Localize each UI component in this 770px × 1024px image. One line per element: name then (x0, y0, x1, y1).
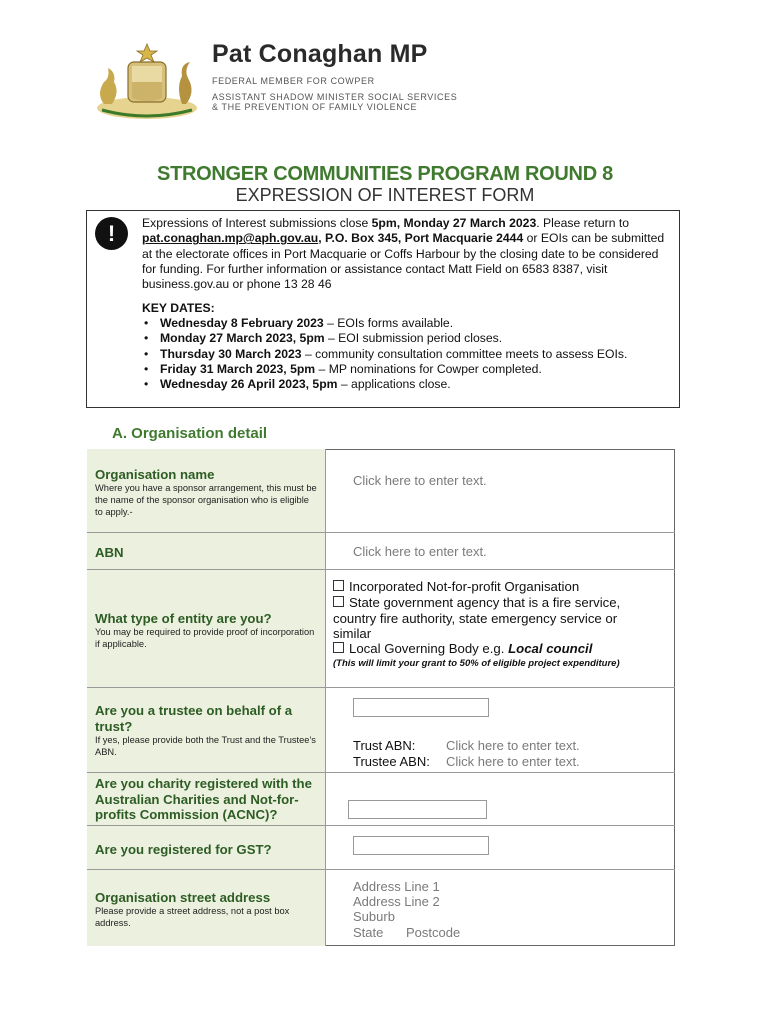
trustee-note: If yes, please provide both the Trust and the Trustee's ABN. (95, 735, 316, 757)
option-label: Local Governing Body e.g. (349, 641, 509, 656)
trustee-yes-no-field[interactable] (353, 698, 489, 717)
charity-field[interactable] (348, 800, 487, 819)
trustee-abn-label: Trustee ABN: (353, 754, 430, 769)
key-date-text: – MP nominations for Cowper completed. (315, 361, 542, 376)
option-local-govt[interactable] (333, 641, 653, 657)
form-subtitle: EXPRESSION OF INTEREST FORM (235, 185, 535, 205)
label-cell (87, 533, 326, 569)
key-dates-heading: KEY DATES: (142, 301, 215, 315)
row-entity-type (87, 570, 675, 688)
key-date-text: – community consultation committee meets to assess EOIs. (301, 346, 628, 361)
section-heading: A. Organisation detail (112, 425, 268, 442)
label-cell (87, 773, 326, 825)
notice-text-1: Expressions of Interest submissions close (142, 216, 372, 230)
label-cell (87, 688, 326, 772)
key-date-item: • Friday 31 March 2023, 5pm – MP nominations for Cowper completed. (144, 361, 542, 376)
checkbox[interactable] (333, 642, 344, 653)
address-label: Organisation street address (95, 890, 271, 905)
row-organisation-name (87, 449, 675, 533)
form-title: STRONGER COMMUNITIES PROGRAM ROUND 8 (157, 163, 613, 185)
label-cell (87, 570, 326, 687)
email-link[interactable]: pat.conaghan.mp@aph.gov.au (142, 231, 319, 246)
option-label: State government agency that is a fire service, country fire authority, state emergency service or similar (333, 595, 621, 641)
local-council-text: Local council (508, 641, 593, 656)
option-label: Incorporated Not-for-profit Organisation (349, 579, 580, 594)
postal-address: , P.O. Box 345, Port Macquarie 2444 (318, 231, 524, 246)
mp-name: Pat Conaghan MP (212, 40, 428, 68)
trustee-label: Are you a trustee on behalf of a trust? (95, 703, 293, 734)
key-date-text: – applications close. (337, 377, 451, 392)
row-charity (87, 773, 675, 826)
suburb-input[interactable]: Suburb (353, 909, 395, 924)
notice-text (142, 216, 668, 292)
notice-deadline: 5pm, Monday 27 March 2023 (371, 216, 537, 230)
abn-label: ABN (95, 545, 124, 560)
mp-role-line-3: & THE PREVENTION OF FAMILY VIOLENCE (212, 102, 418, 112)
key-date: Friday 31 March 2023, 5pm (160, 361, 316, 376)
organisation-name-input[interactable]: Click here to enter text. (353, 473, 487, 488)
key-date-item: • Monday 27 March 2023, 5pm – EOI submission period closes. (144, 331, 503, 346)
trust-abn-input[interactable]: Click here to enter text. (446, 738, 580, 753)
key-date: Monday 27 March 2023, 5pm (160, 331, 325, 346)
coat-of-arms-logo (88, 38, 206, 122)
abn-input[interactable]: Click here to enter text. (353, 544, 487, 559)
notice-text-2: . Please return to (536, 216, 630, 230)
option-state-agency[interactable] (333, 595, 653, 642)
entity-type-label: What type of entity are you? (95, 611, 272, 626)
key-dates-list (142, 316, 672, 392)
gst-label: Are you registered for GST? (95, 842, 272, 857)
option-nfp[interactable] (333, 579, 653, 595)
key-date: Wednesday 8 February 2023 (160, 316, 324, 330)
address-note: Please provide a street address, not a post box address. (95, 906, 290, 928)
key-date-text: – EOIs forms available. (323, 316, 454, 330)
mp-role-line-2: ASSISTANT SHADOW MINISTER SOCIAL SERVICES (212, 92, 458, 102)
address-line-2-input[interactable]: Address Line 2 (353, 894, 440, 909)
row-trustee (87, 688, 675, 773)
label-cell (87, 449, 326, 532)
notice-text-3: or EOIs can be submitted at the electorate offices in Port Macquarie or Coffs Harbour by the closing date to be considered for funding. For further information or assistance contact Matt Field on 6583 8387, visit business.gov.au or phone 13 28 46 (142, 231, 665, 292)
organisation-name-label: Organisation name (95, 467, 215, 482)
state-input[interactable]: State (353, 925, 384, 940)
mp-role-line-1: FEDERAL MEMBER FOR COWPER (212, 76, 375, 86)
gst-field[interactable] (353, 836, 489, 855)
checkbox[interactable] (333, 596, 344, 607)
row-abn (87, 533, 675, 570)
key-date: Wednesday 26 April 2023, 5pm (160, 377, 338, 392)
charity-label: Are you charity registered with the Australian Charities and Not-for-profits Commission (ACNC)? (95, 776, 312, 822)
key-date-item: • Wednesday 8 February 2023 – EOIs forms available. (144, 316, 454, 330)
row-gst (87, 826, 675, 870)
postcode-input[interactable]: Postcode (406, 925, 461, 940)
key-date: Thursday 30 March 2023 (160, 346, 302, 361)
label-cell (87, 870, 326, 946)
key-date-item: • Wednesday 26 April 2023, 5pm – applications close. (144, 377, 451, 392)
organisation-name-note: Where you have a sponsor arrangement, this must be the name of the sponsor organisation who is eligible to apply.- (95, 483, 317, 517)
entity-type-note: You may be required to provide proof of incorporation if applicable. (95, 627, 315, 649)
address-line-1-input[interactable]: Address Line 1 (353, 879, 440, 894)
trustee-abn-input[interactable]: Click here to enter text. (446, 754, 580, 769)
key-date-text: – EOI submission period closes. (324, 331, 503, 346)
key-date-item: • Thursday 30 March 2023 – community consultation committee meets to assess EOIs. (144, 346, 628, 361)
row-address (87, 870, 675, 946)
label-cell (87, 826, 326, 869)
checkbox[interactable] (333, 580, 344, 591)
alert-icon: ! (95, 217, 128, 250)
grant-limit-note: (This will limit your grant to 50% of eligible project expenditure) (333, 658, 620, 669)
trust-abn-label: Trust ABN: (353, 738, 416, 753)
